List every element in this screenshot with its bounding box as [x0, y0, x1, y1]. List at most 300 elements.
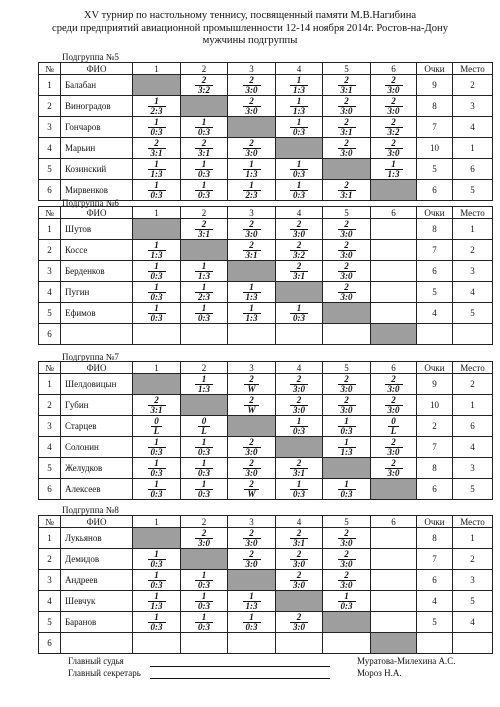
match-result — [133, 479, 181, 500]
match-points: 1 — [243, 592, 261, 602]
match-result — [371, 75, 417, 96]
column-header-c1: 1 — [133, 516, 181, 528]
match-points: 2 — [290, 459, 308, 469]
match-result — [181, 612, 228, 633]
match-points: 2 — [290, 262, 308, 272]
match-points: 2 — [338, 220, 356, 230]
match-result — [228, 395, 276, 416]
match-result — [323, 75, 371, 96]
points-cell: 10 — [417, 138, 453, 159]
row-number: 4 — [39, 282, 61, 303]
match-points: 2 — [338, 241, 356, 251]
match-points: 2 — [243, 550, 261, 560]
score-fraction — [290, 613, 308, 632]
self-cell — [276, 591, 323, 612]
score-fraction — [290, 529, 308, 548]
match-result — [133, 549, 181, 570]
match-result — [276, 528, 323, 549]
set-score: 0:3 — [198, 488, 210, 499]
score-fraction — [385, 375, 403, 394]
self-cell — [228, 570, 276, 591]
table-row — [39, 633, 493, 654]
set-score: 0:3 — [198, 446, 210, 457]
set-score: 3:0 — [293, 579, 305, 590]
player-name: Губин — [61, 395, 133, 416]
match-points: 2 — [290, 613, 308, 623]
match-points: 1 — [195, 613, 213, 623]
column-header-place: Место — [453, 516, 493, 528]
score-fraction — [148, 118, 166, 137]
match-points: 2 — [243, 459, 261, 469]
place-cell: 1 — [453, 528, 493, 549]
set-score: 3:0 — [387, 446, 400, 457]
row-number: 2 — [39, 240, 61, 261]
column-header-c5: 5 — [323, 516, 371, 528]
match-points: 2 — [385, 139, 403, 149]
table-row — [39, 303, 493, 324]
match-result — [323, 261, 371, 282]
set-score: 3:0 — [340, 579, 353, 590]
set-score: 3:0 — [245, 105, 258, 116]
score-fraction — [148, 396, 166, 415]
match-result — [276, 612, 323, 633]
set-score: 0:3 — [198, 312, 210, 323]
place-cell: 5 — [453, 180, 493, 201]
match-points: 1 — [290, 480, 308, 490]
match-result — [228, 591, 276, 612]
match-points: 1 — [290, 181, 308, 191]
set-score: 3:0 — [198, 537, 210, 548]
row-number: 3 — [39, 117, 61, 138]
row-number: 2 — [39, 96, 61, 117]
set-score: 1:3 — [245, 312, 258, 323]
set-score: 3:1 — [150, 147, 163, 158]
table-row — [39, 528, 493, 549]
secretary-signature-line — [150, 678, 330, 679]
score-fraction — [243, 97, 261, 116]
set-score: 0:3 — [245, 621, 258, 632]
match-points: 1 — [195, 283, 213, 293]
table-row — [39, 374, 493, 395]
player-name: Шутов — [61, 219, 133, 240]
match-result — [228, 282, 276, 303]
column-header-c4: 4 — [276, 207, 323, 219]
place-cell: 4 — [453, 437, 493, 458]
score-fraction — [385, 76, 403, 95]
match-result — [181, 180, 228, 201]
points-cell: 8 — [417, 219, 453, 240]
match-result — [323, 374, 371, 395]
row-number: 5 — [39, 612, 61, 633]
set-score: 3:1 — [293, 467, 305, 478]
set-score: 3:0 — [387, 383, 400, 394]
set-score: 3:0 — [340, 270, 353, 281]
player-name: Марьин — [61, 138, 133, 159]
set-score: 0:3 — [198, 168, 210, 179]
match-result — [133, 458, 181, 479]
score-fraction — [338, 118, 356, 137]
subgroup-label: Подгруппа №8 — [62, 505, 119, 515]
points-cell: 8 — [417, 458, 453, 479]
row-number: 4 — [39, 591, 61, 612]
row-number: 6 — [39, 633, 61, 654]
score-fraction — [338, 220, 356, 239]
match-points: 2 — [338, 283, 356, 293]
match-points: 1 — [243, 304, 261, 314]
match-result — [323, 240, 371, 261]
score-fraction — [243, 160, 261, 179]
player-name: Ефимов — [61, 303, 133, 324]
match-points: 2 — [290, 529, 308, 539]
score-fraction — [290, 571, 308, 590]
self-cell — [371, 633, 417, 654]
score-fraction — [385, 396, 403, 415]
set-score: 1:3 — [387, 168, 400, 179]
place-cell: 1 — [453, 395, 493, 416]
set-score: 3:0 — [340, 383, 353, 394]
player-name — [61, 633, 133, 654]
match-result — [181, 570, 228, 591]
table-row — [39, 570, 493, 591]
set-score: 1:3 — [198, 383, 210, 394]
score-fraction — [243, 139, 261, 158]
set-score: 3:0 — [293, 404, 305, 415]
match-result — [228, 159, 276, 180]
match-result — [181, 75, 228, 96]
player-name: Козинский — [61, 159, 133, 180]
table-header-row — [39, 207, 493, 219]
match-points: 2 — [148, 139, 166, 149]
set-score: 0:3 — [198, 600, 210, 611]
set-score: 3:0 — [387, 404, 400, 415]
set-score: L — [390, 425, 397, 436]
match-points: 1 — [195, 459, 213, 469]
match-result — [228, 528, 276, 549]
self-cell — [323, 159, 371, 180]
self-cell — [276, 138, 323, 159]
score-fraction — [148, 262, 166, 281]
score-fraction — [195, 220, 213, 239]
match-points: 2 — [244, 396, 258, 406]
row-number: 1 — [39, 75, 61, 96]
score-fraction — [195, 375, 213, 394]
match-points: 0 — [388, 417, 400, 427]
match-result — [323, 528, 371, 549]
match-points: 2 — [243, 76, 261, 86]
score-fraction — [243, 438, 261, 457]
set-score: 0:3 — [150, 270, 163, 281]
score-fraction — [148, 459, 166, 478]
score-fraction — [290, 160, 308, 179]
match-points: 1 — [338, 592, 356, 602]
score-fraction — [338, 375, 356, 394]
place-cell: 5 — [453, 303, 493, 324]
place-cell: 5 — [453, 591, 493, 612]
match-result — [228, 96, 276, 117]
column-header-points: Очки — [417, 362, 453, 374]
subgroup-label: Подгруппа №5 — [62, 52, 119, 62]
match-points: 2 — [338, 97, 356, 107]
match-result — [228, 240, 276, 261]
column-header-c5: 5 — [323, 362, 371, 374]
match-points: 1 — [148, 550, 166, 560]
set-score: 0:3 — [150, 312, 163, 323]
match-result — [371, 138, 417, 159]
match-points: 2 — [244, 375, 258, 385]
set-score: 3:0 — [340, 228, 353, 239]
match-points: 2 — [244, 480, 258, 490]
row-number: 2 — [39, 549, 61, 570]
match-result — [228, 180, 276, 201]
score-fraction — [195, 139, 213, 158]
row-number: 1 — [39, 219, 61, 240]
column-header-num: № — [39, 516, 61, 528]
score-fraction — [195, 571, 213, 590]
match-result — [181, 282, 228, 303]
set-score: 3:2 — [387, 126, 400, 137]
score-fraction — [195, 459, 213, 478]
column-header-name: ФИО — [61, 63, 133, 75]
empty-cell — [371, 261, 417, 282]
column-header-c4: 4 — [276, 516, 323, 528]
points-cell: 9 — [417, 75, 453, 96]
match-points: 2 — [338, 375, 356, 385]
score-fraction — [243, 304, 261, 323]
table-row — [39, 416, 493, 437]
score-fraction — [338, 571, 356, 590]
set-score: 3:0 — [245, 228, 258, 239]
self-cell — [323, 612, 371, 633]
player-name — [61, 324, 133, 345]
self-cell — [181, 240, 228, 261]
match-points: 2 — [385, 459, 403, 469]
set-score: 1:3 — [198, 270, 210, 281]
player-name: Андреев — [61, 570, 133, 591]
column-header-c6: 6 — [371, 362, 417, 374]
match-points: 2 — [195, 220, 213, 230]
set-score: W — [247, 488, 256, 499]
match-points: 1 — [195, 262, 213, 272]
match-result — [371, 416, 417, 437]
match-points: 2 — [385, 97, 403, 107]
match-result — [228, 374, 276, 395]
points-cell: 4 — [417, 591, 453, 612]
column-header-c6: 6 — [371, 207, 417, 219]
row-number: 5 — [39, 303, 61, 324]
score-fraction — [148, 438, 166, 457]
score-fraction — [195, 181, 213, 200]
set-score: 3:0 — [340, 291, 353, 302]
points-cell: 9 — [417, 374, 453, 395]
points-cell: 8 — [417, 528, 453, 549]
set-score: 3:0 — [245, 446, 258, 457]
column-header-c6: 6 — [371, 63, 417, 75]
score-fraction — [195, 160, 213, 179]
match-points: 2 — [290, 396, 308, 406]
score-fraction — [148, 613, 166, 632]
subgroup-table — [38, 206, 493, 345]
match-result — [133, 159, 181, 180]
row-number: 6 — [39, 180, 61, 201]
points-cell: 6 — [417, 261, 453, 282]
set-score: 1:3 — [245, 291, 258, 302]
score-fraction — [195, 118, 213, 137]
match-result — [181, 528, 228, 549]
match-points: 1 — [290, 417, 308, 427]
column-header-c2: 2 — [181, 516, 228, 528]
set-score: W — [247, 383, 256, 394]
row-number: 4 — [39, 437, 61, 458]
score-fraction — [290, 304, 308, 323]
set-score: 3:0 — [340, 404, 353, 415]
match-result — [228, 138, 276, 159]
row-number: 5 — [39, 458, 61, 479]
match-points: 2 — [385, 375, 403, 385]
empty-cell — [181, 633, 228, 654]
set-score: W — [247, 404, 256, 415]
column-header-name: ФИО — [61, 207, 133, 219]
match-points: 2 — [290, 241, 308, 251]
self-cell — [228, 117, 276, 138]
match-points: 2 — [148, 396, 166, 406]
column-header-num: № — [39, 63, 61, 75]
score-fraction — [388, 417, 400, 436]
row-number: 3 — [39, 416, 61, 437]
match-result — [323, 138, 371, 159]
match-result — [276, 261, 323, 282]
match-points: 2 — [290, 550, 308, 560]
match-points: 2 — [385, 396, 403, 406]
match-result — [181, 219, 228, 240]
set-score: 3:0 — [245, 84, 258, 95]
match-points: 2 — [338, 118, 356, 128]
table-row — [39, 75, 493, 96]
set-score: 1:3 — [245, 168, 258, 179]
set-score: 0:3 — [150, 446, 163, 457]
score-fraction — [243, 550, 261, 569]
set-score: 3:1 — [340, 84, 353, 95]
table-header-row — [39, 516, 493, 528]
column-header-c1: 1 — [133, 207, 181, 219]
self-cell — [323, 303, 371, 324]
score-fraction — [195, 304, 213, 323]
empty-cell — [371, 528, 417, 549]
column-header-name: ФИО — [61, 362, 133, 374]
match-points: 2 — [243, 438, 261, 448]
player-name: Виноградов — [61, 96, 133, 117]
set-score: 0:3 — [150, 579, 163, 590]
match-result — [276, 240, 323, 261]
self-cell — [371, 324, 417, 345]
match-points: 1 — [338, 480, 356, 490]
place-cell — [453, 633, 493, 654]
match-result — [276, 416, 323, 437]
set-score: 3:0 — [293, 383, 305, 394]
column-header-place: Место — [453, 63, 493, 75]
set-score: 0:3 — [150, 189, 163, 200]
set-score: 3:2 — [198, 84, 210, 95]
set-score: 0:3 — [198, 126, 210, 137]
row-number: 4 — [39, 138, 61, 159]
score-fraction — [148, 160, 166, 179]
match-result — [228, 303, 276, 324]
score-fraction — [148, 592, 166, 611]
set-score: 3:0 — [387, 105, 400, 116]
match-points: 1 — [148, 438, 166, 448]
judge-signature-line — [150, 666, 330, 667]
score-fraction — [148, 571, 166, 590]
match-result — [228, 549, 276, 570]
match-result — [276, 180, 323, 201]
set-score: 3:2 — [293, 249, 305, 260]
set-score: 3:1 — [198, 228, 210, 239]
column-header-place: Место — [453, 207, 493, 219]
set-score: 2:3 — [198, 291, 210, 302]
score-fraction — [338, 139, 356, 158]
match-points: 1 — [195, 118, 213, 128]
score-fraction — [338, 262, 356, 281]
column-header-c5: 5 — [323, 63, 371, 75]
match-points: 1 — [243, 160, 261, 170]
row-number: 1 — [39, 528, 61, 549]
score-fraction — [243, 181, 261, 200]
score-fraction — [244, 480, 258, 499]
set-score: 3:1 — [340, 189, 353, 200]
points-cell: 7 — [417, 549, 453, 570]
points-cell: 7 — [417, 117, 453, 138]
match-result — [276, 570, 323, 591]
score-fraction — [195, 480, 213, 499]
match-result — [276, 374, 323, 395]
match-result — [133, 240, 181, 261]
match-points: 1 — [338, 438, 356, 448]
score-fraction — [244, 375, 258, 394]
column-header-c4: 4 — [276, 63, 323, 75]
player-name: Шевчук — [61, 591, 133, 612]
match-points: 2 — [385, 118, 403, 128]
row-number: 6 — [39, 324, 61, 345]
empty-cell — [371, 612, 417, 633]
match-result — [323, 180, 371, 201]
set-score: 1:3 — [293, 84, 305, 95]
set-score: 0:3 — [150, 488, 163, 499]
set-score: 0:3 — [293, 168, 305, 179]
set-score: 0:3 — [150, 621, 163, 632]
self-cell — [181, 96, 228, 117]
row-number: 1 — [39, 374, 61, 395]
score-fraction — [243, 592, 261, 611]
self-cell — [133, 75, 181, 96]
match-result — [371, 159, 417, 180]
player-name: Коссе — [61, 240, 133, 261]
set-score: 3:0 — [293, 228, 305, 239]
set-score: 3:0 — [340, 105, 353, 116]
match-points: 1 — [243, 613, 261, 623]
score-fraction — [290, 97, 308, 116]
subgroup-table — [38, 62, 493, 201]
match-points: 2 — [243, 241, 261, 251]
match-points: 2 — [385, 438, 403, 448]
match-result — [276, 458, 323, 479]
column-header-points: Очки — [417, 516, 453, 528]
match-points: 2 — [243, 139, 261, 149]
match-result — [181, 117, 228, 138]
match-points: 1 — [195, 571, 213, 581]
set-score: 3:0 — [387, 84, 400, 95]
secretary-label: Главный секретарь — [68, 668, 141, 678]
set-score: 0:3 — [150, 126, 163, 137]
match-points: 2 — [243, 220, 261, 230]
